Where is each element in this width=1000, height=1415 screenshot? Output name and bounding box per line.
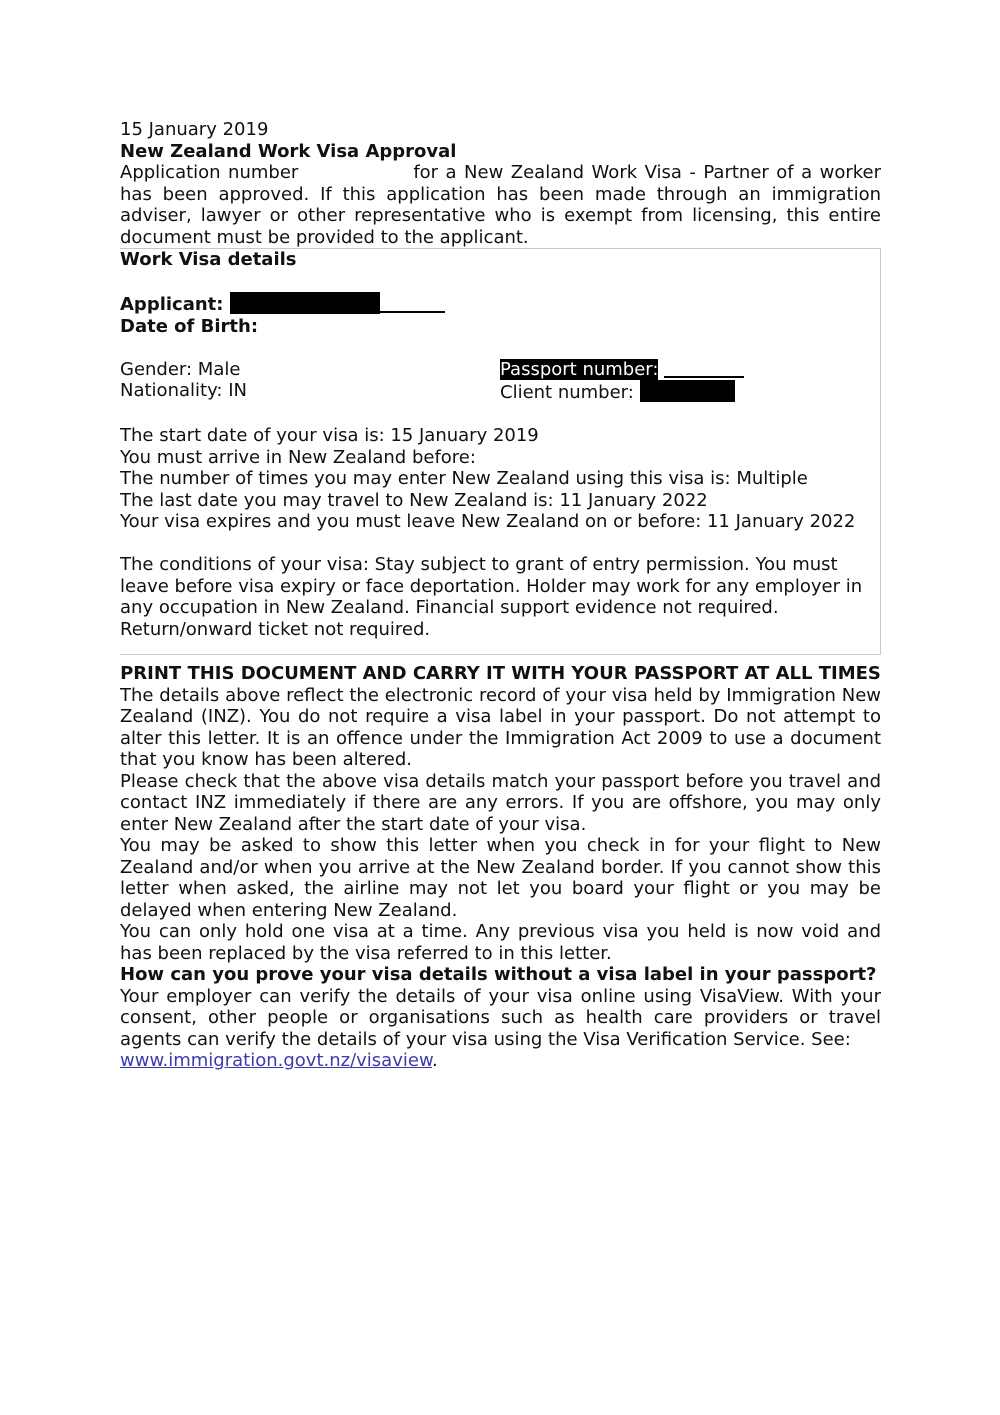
notice-paragraph-4: You can only hold one visa at a time. Any previous visa you held is now void and has been replaced by the visa referred to in this letter. [120,921,881,964]
dob-label: Date of Birth: [120,315,259,337]
client-label: Client number: [500,382,634,403]
application-prefix: Application number [120,162,299,183]
notice-paragraph-5: Your employer can verify the details of your visa online using VisaView. With your consent, other people or organisations such as health care providers or travel agents can verify the details of your visa using the Visa Verification Service. See: [120,985,881,1050]
letter-page [120,119,881,1072]
start-date: The start date of your visa is: 15 January 2019 [120,425,539,446]
passport-row [500,359,880,381]
visa-conditions: The conditions of your visa: Stay subject to grant of entry permission. You must leave before visa expiry or face deportation. Holder may work for any employer in any occupation in New Zealand. Financial support evidence not required. Return/onward ticket not required. [120,554,863,640]
visa-proof-heading: How can you prove your visa details without a visa label in your passport? [120,964,877,985]
identity-row-2 [120,380,880,404]
details-heading: Work Visa details [120,249,297,270]
notice-paragraph-3: You may be asked to show this letter when you check in for your flight to New Zealand and/or when you arrive at the New Zealand border. If you cannot show this letter when asked, the airline may not let you board your flight or you may be delayed when entering New Zealand. [120,835,881,921]
application-rest: has been approved. If this application has been made through an immigration adviser, lawyer or other representative who is exempt from licensing, this entire document must be provided to the applicant. [120,183,881,248]
application-statement [120,162,881,248]
work-visa-details-box [120,248,881,655]
application-rest-line1: for a New Zealand Work Visa - Partner of a worker [413,162,882,183]
redaction-underline [380,311,445,313]
notice-paragraph-2: Please check that the above visa details match your passport before you travel and contact INZ immediately if there are any errors. If you are offshore, you may only enter New Zealand after the start date of your visa. [120,770,881,835]
visaview-link[interactable]: www.immigration.govt.nz/visaview [120,1050,433,1071]
nationality: Nationality: IN [120,380,247,401]
client-row [500,380,880,404]
applicant-label: Applicant: [120,294,224,315]
visaview-link-row [120,1050,881,1072]
arrive-before: You must arrive in New Zealand before: [120,446,476,468]
passport-label: Passport number: [500,358,659,380]
link-suffix: . [432,1050,438,1071]
redacted-applicant-name [230,292,380,314]
last-travel-date: The last date you may travel to New Zealand is: 11 January 2022 [120,489,708,511]
expiry-date: Your visa expires and you must leave New Zealand on or before: 11 January 2022 [120,511,856,532]
identity-row-1 [120,359,880,381]
gender: Gender: Male [120,358,241,380]
letter-title: New Zealand Work Visa Approval [120,140,457,162]
applicant-row [120,292,880,316]
print-notice-heading: PRINT THIS DOCUMENT AND CARRY IT WITH YOUR PASSPORT AT ALL TIMES [120,663,881,684]
redacted-client-number [640,380,735,402]
entries: The number of times you may enter New Zealand using this visa is: Multiple [120,468,808,489]
letter-date: 15 January 2019 [120,119,269,140]
notice-paragraph-1: The details above reflect the electronic record of your visa held by Immigration New Zealand (INZ). You do not require a visa label in your passport. Do not attempt to alter this letter. It is an offence under the Immigration Act 2009 to use a document that you know has been altered. [120,684,881,770]
redacted-passport-number [664,376,744,378]
